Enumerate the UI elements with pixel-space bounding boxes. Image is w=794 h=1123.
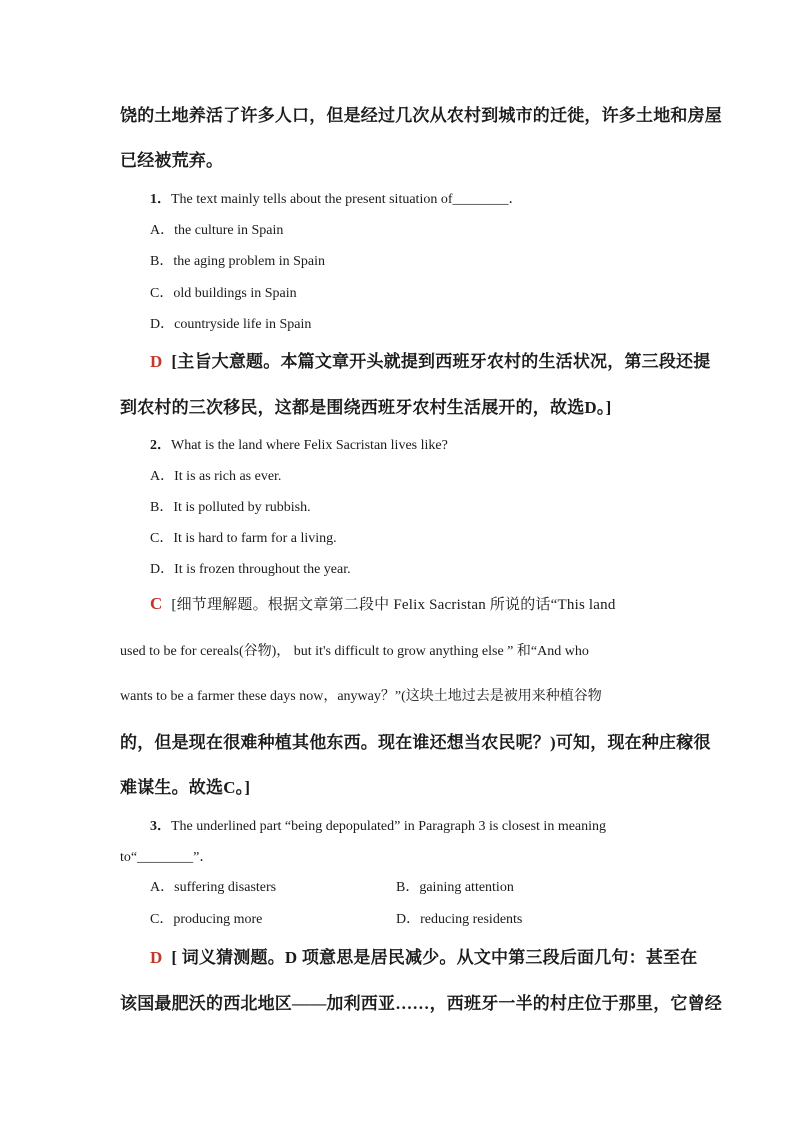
- explanation-2-line-4: 的，但是现在很难种植其他东西。现在谁还想当农民呢？)可知，现在种庄稼很: [120, 733, 711, 752]
- question-number: 3．: [150, 819, 171, 834]
- option-2b: [150, 496, 311, 516]
- explanation-2-line-3: wants to be a farmer these days now，anyway？”(这块土地过去是被用来种植谷物: [120, 689, 602, 704]
- option-letter: A．: [150, 223, 175, 238]
- option-letter: C．: [150, 531, 174, 546]
- question-number: 2．: [150, 438, 171, 453]
- option-letter: C．: [150, 286, 174, 301]
- explanation-2-line-1: [150, 593, 616, 614]
- option-text: the aging problem in Spain: [173, 254, 325, 269]
- option-letter: D．: [150, 562, 175, 577]
- option-3d: [396, 908, 522, 928]
- option-3c: [150, 908, 262, 928]
- option-text: It is polluted by rubbish.: [173, 500, 311, 515]
- explanation-2-line-2: used to be for cereals(谷物)， but it's difficult to grow anything else ” 和“And who: [120, 644, 589, 659]
- explanation-text: [细节理解题。根据文章第二段中 Felix Sacristan 所说的话“This land: [171, 597, 616, 613]
- option-text: producing more: [173, 912, 263, 927]
- option-2c: [150, 527, 337, 547]
- intro-line-2: 已经被荒弃。: [120, 151, 224, 170]
- option-text: the culture in Spain: [174, 223, 284, 238]
- explanation-text: [ 词义猜测题。D 项意思是居民减少。从文中第三段后面几句：甚至在: [171, 948, 698, 967]
- option-letter: B．: [150, 254, 174, 269]
- explanation-1-line-1: [150, 347, 710, 372]
- option-letter: D．: [150, 317, 175, 332]
- option-letter: B．: [150, 500, 174, 515]
- option-text: suffering disasters: [174, 880, 277, 895]
- option-3a: [150, 876, 276, 896]
- answer-letter: D: [150, 948, 163, 967]
- option-text: It is frozen throughout the year.: [174, 562, 351, 577]
- option-2a: [150, 465, 281, 485]
- question-3-stem-cont: to“________”．: [120, 850, 214, 865]
- question-stem: The text mainly tells about the present situation of________．: [171, 192, 523, 207]
- option-1b: [150, 250, 325, 270]
- question-stem: What is the land where Felix Sacristan lives like?: [171, 438, 448, 453]
- intro-line-1: 饶的土地养活了许多人口，但是经过几次从农村到城市的迁徙，许多土地和房屋: [120, 106, 722, 125]
- option-text: reducing residents: [420, 912, 523, 927]
- explanation-text: [主旨大意题。本篇文章开头就提到西班牙农村的生活状况，第三段还提: [171, 352, 711, 371]
- option-text: gaining attention: [419, 880, 514, 895]
- option-letter: A．: [150, 469, 175, 484]
- explanation-2-line-5: 难谋生。故选C。]: [120, 778, 251, 797]
- answer-letter: C: [150, 594, 163, 613]
- option-3b: [396, 876, 514, 896]
- option-text: old buildings in Spain: [173, 286, 297, 301]
- question-1: [150, 188, 523, 208]
- option-text: It is hard to farm for a living.: [173, 531, 337, 546]
- answer-letter: D: [150, 352, 163, 371]
- explanation-3-line-2: 该国最肥沃的西北地区——加利西亚……，西班牙一半的村庄位于那里，它曾经: [120, 994, 722, 1013]
- option-text: It is as rich as ever.: [174, 469, 282, 484]
- option-1d: [150, 313, 311, 333]
- option-1c: [150, 282, 297, 302]
- option-letter: D．: [396, 912, 421, 927]
- option-2d: [150, 558, 351, 578]
- question-stem: The underlined part “being depopulated” in Paragraph 3 is closest in meaning: [171, 819, 607, 834]
- option-letter: A．: [150, 880, 175, 895]
- option-letter: C．: [150, 912, 174, 927]
- question-3: [150, 815, 606, 835]
- question-2: [150, 434, 448, 454]
- explanation-3-line-1: [150, 943, 697, 968]
- explanation-1-line-2: 到农村的三次移民，这都是围绕西班牙农村生活展开的，故选D。]: [120, 398, 612, 417]
- option-letter: B．: [396, 880, 420, 895]
- option-1a: [150, 219, 283, 239]
- question-number: 1．: [150, 192, 171, 207]
- option-text: countryside life in Spain: [174, 317, 312, 332]
